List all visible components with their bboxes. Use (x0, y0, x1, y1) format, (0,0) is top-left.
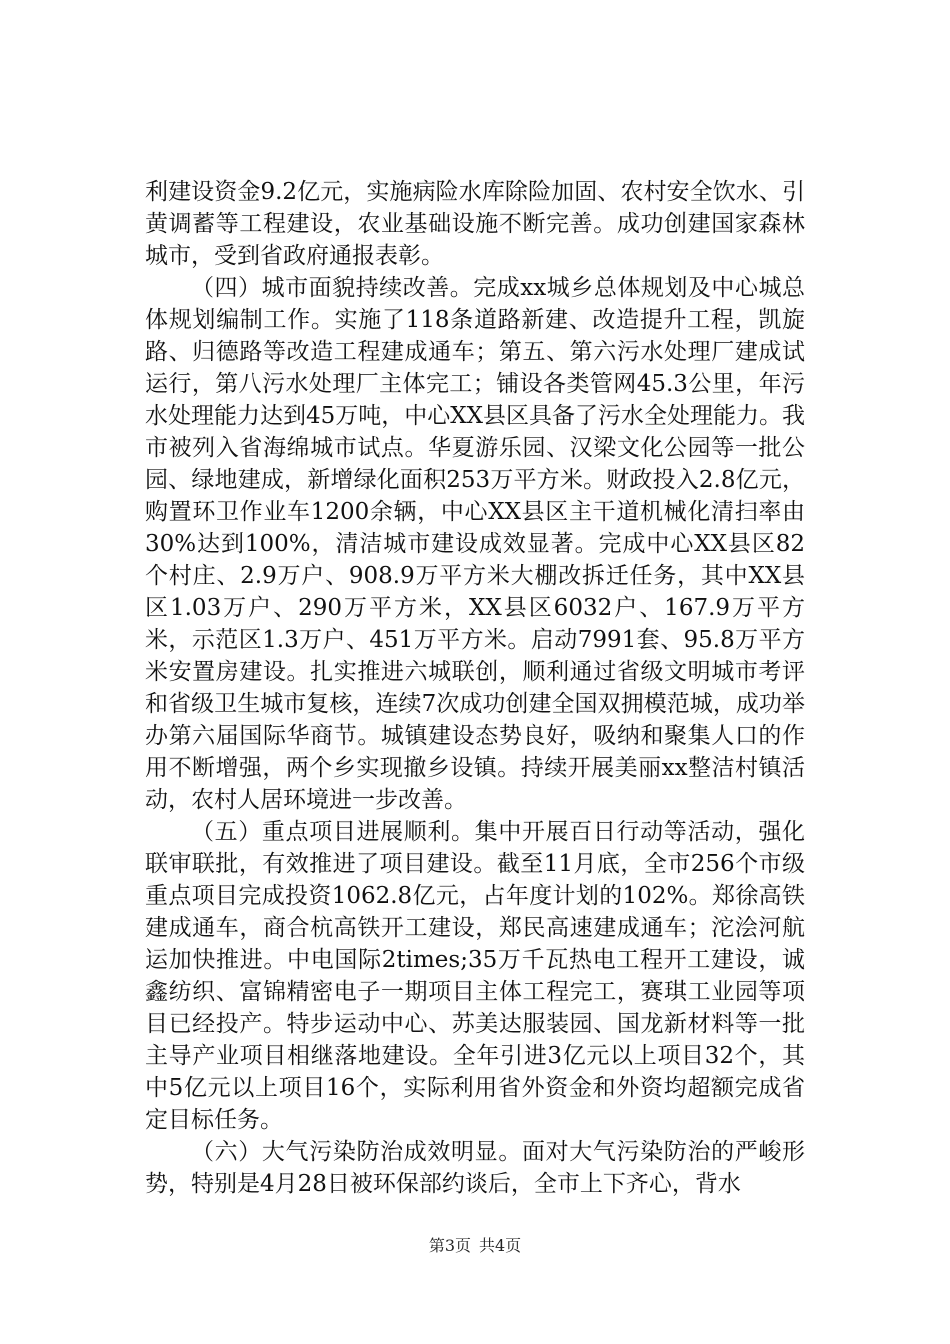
paragraph-1: 利建设资金9.2亿元，实施病险水库除险加固、农村安全饮水、引黄调蓄等工程建设，农业基础设施不断完善。成功创建国家森林城市，受到省政府通报表彰。 (145, 179, 805, 269)
page-number: 第3页 (428, 1236, 471, 1255)
paragraph-3: （五）重点项目进展顺利。集中开展百日行动等活动，强化联审联批，有效推进了项目建设。截至11月底，全市256个市级重点项目完成投资1062.8亿元，占年度计划的102%。郑徐高铁建成通车，商合杭高铁开工建设，郑民高速建成通车；沱浍河航运加快推进。中电国际2times;35万千瓦热电工程开工建设，诚鑫纺织、富锦精密电子一期项目主体工程完工，赛琪工业园等项目已经投产。特步运动中心、苏美达服装园、国龙新材料等一批主导产业项目相继落地建设。全年引进3亿元以上项目32个，其中5亿元以上项目16个，实际利用省外资金和外资均超额完成省定目标任务。 (145, 819, 805, 1133)
page-total: 共4页 (479, 1236, 522, 1255)
document-body (145, 176, 805, 1200)
paragraph-4: （六）大气污染防治成效明显。面对大气污染防治的严峻形势，特别是4月28日被环保部约谈后，全市上下齐心，背水 (145, 1139, 805, 1197)
paragraph-2: （四）城市面貌持续改善。完成xx城乡总体规划及中心城总体规划编制工作。实施了118条道路新建、改造提升工程，凯旋路、归德路等改造工程建成通车；第五、第六污水处理厂建成试运行，第八污水处理厂主体完工；铺设各类管网45.3公里，年污水处理能力达到45万吨，中心XX县区具备了污水全处理能力。我市被列入省海绵城市试点。华夏游乐园、汉梁文化公园等一批公园、绿地建成，新增绿化面积253万平方米。财政投入2.8亿元，购置环卫作业车1200余辆，中心XX县区主干道机械化清扫率由30%达到100%，清洁城市建设成效显著。完成中心XX县区82个村庄、2.9万户、908.9万平方米大棚改拆迁任务，其中XX县区1.03万户、290万平方米，XX县区6032户、167.9万平方米，示范区1.3万户、451万平方米。启动7991套、95.8万平方米安置房建设。扎实推进六城联创，顺利通过省级文明城市考评和省级卫生城市复核，连续7次成功创建全国双拥模范城，成功举办第六届国际华商节。城镇建设态势良好，吸纳和聚集人口的作用不断增强，两个乡实现撤乡设镇。持续开展美丽xx整洁村镇活动，农村人居环境进一步改善。 (145, 275, 806, 813)
page-footer (0, 1236, 950, 1256)
